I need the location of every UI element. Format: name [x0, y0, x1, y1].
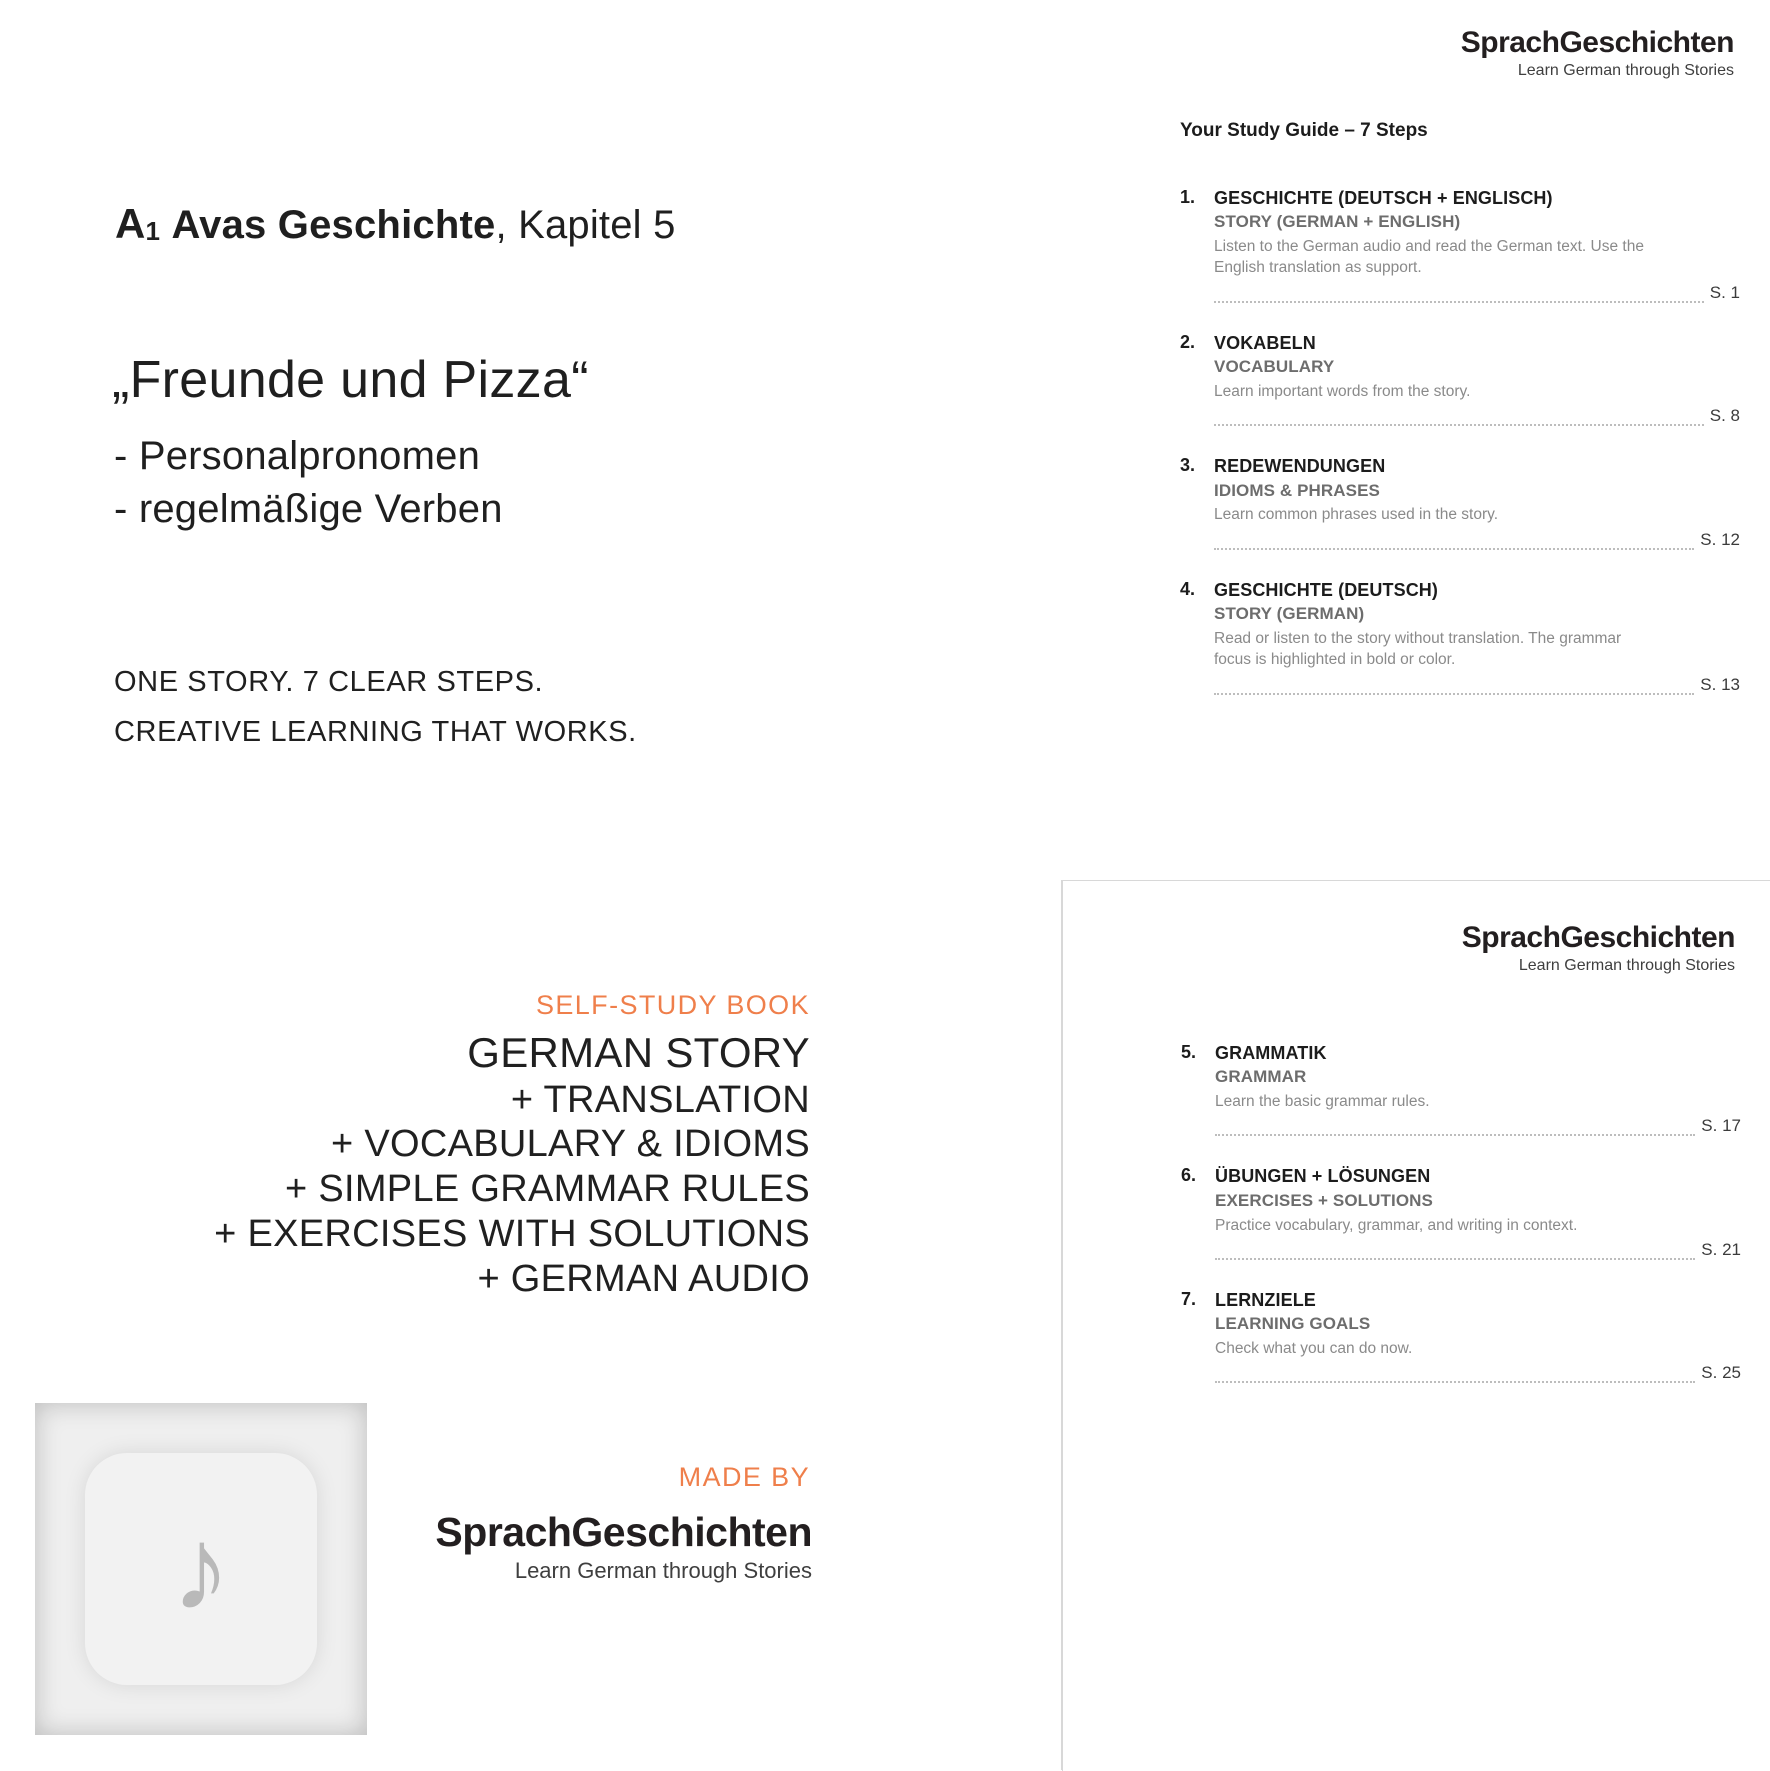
leader-dots — [1214, 412, 1704, 426]
step-title-de: VOKABELN — [1214, 332, 1316, 353]
brand-tagline: Learn German through Stories — [514, 1558, 812, 1584]
feature-item: + VOCABULARY & IDIOMS — [331, 1123, 810, 1166]
cover-tagline — [114, 658, 637, 758]
step-title-de: REDEWENDUNGEN — [1214, 456, 1386, 477]
feature-item: + GERMAN AUDIO — [477, 1257, 810, 1300]
step-body — [1214, 186, 1740, 303]
level-badge: $A_1$ — [115, 200, 161, 247]
feature-item: + TRANSLATION — [510, 1078, 810, 1121]
leader-dots — [1215, 1369, 1695, 1383]
leader-dots — [1215, 1246, 1695, 1260]
brand-name: SprachGeschichten — [1460, 26, 1734, 59]
leader-dots — [1214, 289, 1704, 303]
study-guide-step — [1181, 1288, 1741, 1383]
cover-tagline-line-2: CREATIVE LEARNING THAT WORKS. — [114, 715, 637, 748]
feature-list — [214, 1028, 810, 1302]
study-guide-page-2 — [1062, 880, 1770, 1771]
step-number: 3. — [1180, 455, 1196, 476]
step-body — [1214, 578, 1740, 695]
step-description: Learn the basic grammar rules. — [1215, 1093, 1430, 1111]
step-description: Read or listen to the story without translation. The grammar focus is highlighted in bold or color. — [1214, 629, 1622, 669]
step-body — [1215, 1164, 1741, 1259]
cover-topics — [114, 430, 503, 536]
cover-chapter-title — [115, 200, 676, 248]
step-leader — [1215, 1116, 1741, 1136]
step-page-number: S. 17 — [1701, 1116, 1741, 1136]
audio-badge — [35, 1403, 367, 1735]
step-leader — [1214, 530, 1740, 550]
step-page-number: S. 12 — [1700, 529, 1740, 549]
study-guide-step-list-1 — [1180, 186, 1740, 723]
step-number: 7. — [1181, 1288, 1197, 1309]
step-title-en: STORY (GERMAN) — [1214, 604, 1365, 624]
step-description: Practice vocabulary, grammar, and writing in context. — [1215, 1216, 1578, 1234]
study-guide-step — [1181, 1041, 1741, 1136]
music-note-icon: ♪ — [171, 1503, 231, 1635]
brand-tagline: Learn German through Stories — [1518, 957, 1735, 974]
brand-tagline: Learn German through Stories — [1517, 62, 1734, 79]
leader-dots — [1214, 536, 1694, 550]
study-guide-step — [1180, 186, 1740, 303]
cover-chapter-suffix: , Kapitel 5 — [495, 203, 676, 247]
step-number: 4. — [1180, 578, 1196, 599]
feature-item: + SIMPLE GRAMMAR RULES — [285, 1168, 810, 1211]
step-leader — [1214, 675, 1740, 695]
cover-brand-logo — [435, 1510, 812, 1583]
step-description: Learn important words from the story. — [1214, 382, 1471, 400]
step-number: 5. — [1181, 1042, 1197, 1062]
step-description: Check what you can do now. — [1215, 1340, 1413, 1358]
step-page-number: S. 1 — [1709, 282, 1740, 302]
feature-item: + EXERCISES WITH SOLUTIONS — [214, 1213, 810, 1256]
study-guide-step — [1180, 454, 1740, 549]
step-title-en: VOCABULARY — [1214, 357, 1335, 377]
cover-story-title: „Freunde und Pizza“ — [112, 351, 589, 409]
step-title-de: ÜBUNGEN + LÖSUNGEN — [1215, 1166, 1431, 1187]
study-guide-step — [1180, 578, 1740, 695]
step-title-de: GESCHICHTE (DEUTSCH) — [1214, 579, 1439, 600]
step-description: Listen to the German audio and read the German text. Use the English translation as support. — [1214, 238, 1644, 277]
page-divider — [1061, 880, 1062, 1770]
study-guide-step — [1180, 331, 1740, 426]
guide-brand-logo-2 — [1462, 921, 1735, 975]
study-guide-step-list-2 — [1181, 1041, 1741, 1411]
step-title-en: LEARNING GOALS — [1215, 1314, 1371, 1334]
step-body — [1215, 1288, 1741, 1383]
step-title-de: GRAMMATIK — [1215, 1043, 1327, 1063]
step-title-en: IDIOMS & PHRASES — [1214, 480, 1380, 500]
step-body — [1215, 1041, 1741, 1136]
cover-book-title: Avas Geschichte — [171, 203, 496, 247]
step-title-en: GRAMMAR — [1215, 1067, 1307, 1087]
cover-tagline-line-1: ONE STORY. 7 CLEAR STEPS. — [114, 666, 544, 698]
leader-dots — [1214, 681, 1694, 695]
study-guide-heading: Your Study Guide – 7 Steps — [1180, 120, 1428, 141]
step-title-en: EXERCISES + SOLUTIONS — [1215, 1190, 1433, 1210]
step-title-de: LERNZIELE — [1215, 1289, 1316, 1310]
step-number: 1. — [1180, 187, 1196, 207]
brand-name: SprachGeschichten — [435, 1509, 812, 1555]
step-leader — [1215, 1240, 1741, 1260]
step-page-number: S. 8 — [1709, 406, 1740, 426]
step-number: 6. — [1181, 1165, 1197, 1186]
step-page-number: S. 21 — [1701, 1239, 1741, 1259]
made-by-label: MADE BY — [678, 1462, 810, 1492]
step-title-en: STORY (GERMAN + ENGLISH) — [1214, 212, 1461, 232]
step-body — [1214, 454, 1740, 549]
study-guide-step — [1181, 1164, 1741, 1259]
guide-brand-logo-1 — [1461, 26, 1734, 80]
cover-topic-1: - Personalpronomen — [114, 434, 481, 478]
step-page-number: S. 13 — [1700, 674, 1740, 694]
step-title-de: GESCHICHTE (DEUTSCH + ENGLISCH) — [1214, 188, 1553, 208]
self-study-label: SELF-STUDY BOOK — [535, 990, 810, 1020]
audio-badge-inner — [85, 1453, 317, 1685]
step-leader — [1214, 406, 1740, 426]
step-page-number: S. 25 — [1701, 1363, 1741, 1383]
feature-item: GERMAN STORY — [467, 1029, 810, 1076]
leader-dots — [1215, 1122, 1695, 1136]
step-leader — [1214, 283, 1740, 303]
step-description: Learn common phrases used in the story. — [1214, 506, 1499, 524]
step-body — [1214, 331, 1740, 426]
step-leader — [1215, 1363, 1741, 1383]
cover-topic-2: - regelmäßige Verben — [114, 487, 503, 532]
study-guide-page-1 — [1062, 0, 1770, 880]
step-number: 2. — [1180, 331, 1196, 352]
brand-name: SprachGeschichten — [1461, 921, 1735, 954]
